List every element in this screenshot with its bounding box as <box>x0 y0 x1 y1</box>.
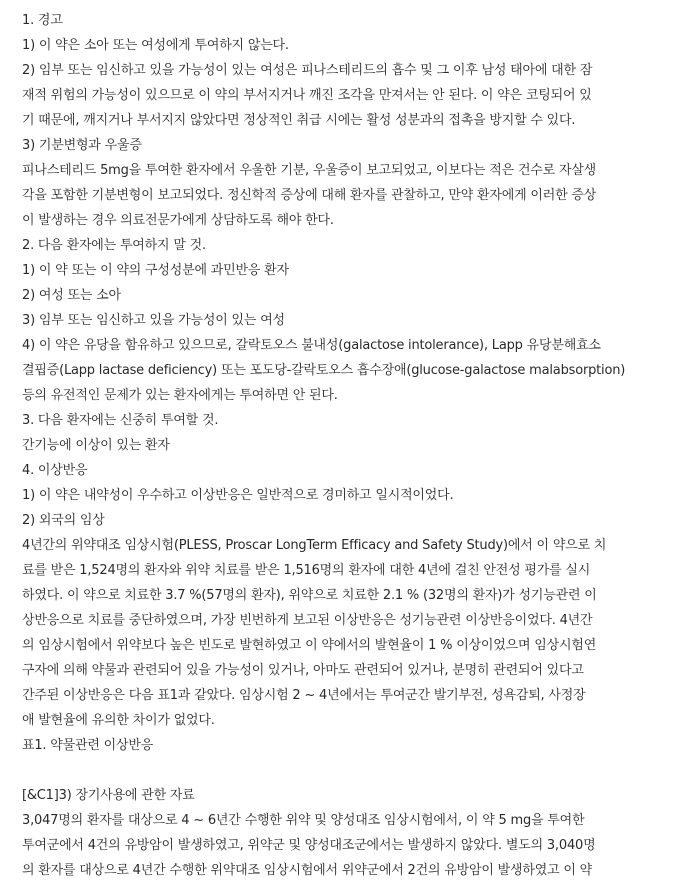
text-line: 하였다. 이 약으로 치료한 3.7 %(57명의 환자), 위약으로 치료한 2.1 % (32명의 환자)가 성기능관련 이 <box>22 588 597 603</box>
text-line: 등의 유전적인 문제가 있는 환자에게는 투여하면 안 된다. <box>22 388 338 403</box>
text-line: 피나스테리드 5mg을 투여한 환자에서 우울한 기분, 우울증이 보고되었고, 이보다는 적은 건수로 자살생 <box>22 163 597 178</box>
text-line: 4년간의 위약대조 임상시험(PLESS, Proscar LongTerm Efficacy and Safety Study)에서 이 약으로 치 <box>22 538 607 553</box>
text-line: 기 때문에, 깨지거나 부서지지 않았다면 정상적인 취급 시에는 활성 성분과의 접촉을 방지할 수 있다. <box>22 113 576 128</box>
text-line: 3,047명의 환자를 대상으로 4 ~ 6년간 수행한 위약 및 양성대조 임상시험에서, 이 약 5 mg을 투여한 <box>22 813 585 828</box>
section-heading-precautions: 3. 다음 환자에는 신중히 투여할 것. <box>22 413 219 428</box>
text-line: 2) 여성 또는 소아 <box>22 288 121 303</box>
text-line: 결핍증(Lapp lactase deficiency) 또는 포도당-갈락토오스 흡수장애(glucose-galactose malabsorption) <box>22 363 626 378</box>
text-line: 각을 포함한 기분변형이 보고되었다. 정신학적 증상에 대해 환자를 관찰하고, 만약 환자에게 이러한 증상 <box>22 188 597 203</box>
blank-line <box>22 758 682 783</box>
text-line: 이 발생하는 경우 의료전문가에게 상담하도록 해야 한다. <box>22 213 334 228</box>
text-line: 구자에 의해 약물과 관련되어 있을 가능성이 있거나, 아마도 관련되어 있거나, 분명히 관련되어 있다고 <box>22 663 584 678</box>
subheading-mood-changes: 3) 기분변형과 우울증 <box>22 138 142 153</box>
text-line: 재적 위험의 가능성이 있으므로 이 약의 부서지거나 깨진 조각을 만져서는 안 된다. 이 약은 코팅되어 있 <box>22 88 592 103</box>
subheading-long-term-use: [&C1]3) 장기사용에 관한 자료 <box>22 788 195 803</box>
text-line: 투여군에서 4건의 유방암이 발생하였고, 위약군 및 양성대조군에서는 발생하지 않았다. 별도의 3,040명 <box>22 838 596 853</box>
text-line: 료를 받은 1,524명의 환자와 위약 치료를 받은 1,516명의 환자에 대한 4년에 걸친 안전성 평가를 실시 <box>22 563 591 578</box>
table-caption: 표1. 약물관련 이상반응 <box>22 738 154 753</box>
text-line: 3) 임부 또는 임신하고 있을 가능성이 있는 여성 <box>22 313 285 328</box>
section-heading-contraindications: 2. 다음 환자에는 투여하지 말 것. <box>22 238 206 253</box>
text-line: 의 환자를 대상으로 4년간 수행한 위약대조 임상시험에서 위약군에서 2건의 유방암이 발생하였고 이 약 <box>22 863 593 878</box>
text-line: 간기능에 이상이 있는 환자 <box>22 438 170 453</box>
text-line: 1) 이 약은 소아 또는 여성에게 투여하지 않는다. <box>22 38 289 53</box>
section-heading-warnings: 1. 경고 <box>22 13 63 28</box>
document-body <box>22 8 682 883</box>
text-line: 상반응으로 치료를 중단하였으며, 가장 빈번하게 보고된 이상반응은 성기능관련 이상반응이었다. 4년간 <box>22 613 593 628</box>
text-line: 1) 이 약 또는 이 약의 구성성분에 과민반응 환자 <box>22 263 289 278</box>
subheading-foreign-clinical: 2) 외국의 임상 <box>22 513 105 528</box>
text-line: 1) 이 약은 내약성이 우수하고 이상반응은 일반적으로 경미하고 일시적이었다. <box>22 488 454 503</box>
text-line: 의 임상시험에서 위약보다 높은 빈도로 발현하였고 이 약에서의 발현율이 1 % 이상이었으며 임상시험연 <box>22 638 597 653</box>
text-line: 4) 이 약은 유당을 함유하고 있으므로, 갈락토오스 불내성(galactose intolerance), Lapp 유당분해효소 <box>22 338 601 353</box>
text-line: 2) 임부 또는 임신하고 있을 가능성이 있는 여성은 피나스테리드의 흡수 및 그 이후 남성 태아에 대한 잠 <box>22 63 593 78</box>
text-line: 애 발현율에 유의한 차이가 없었다. <box>22 713 215 728</box>
text-line: 간주된 이상반응은 다음 표1과 같았다. 임상시험 2 ~ 4년에서는 투여군간 발기부전, 성욕감퇴, 사정장 <box>22 688 586 703</box>
section-heading-adverse-reactions: 4. 이상반응 <box>22 463 88 478</box>
